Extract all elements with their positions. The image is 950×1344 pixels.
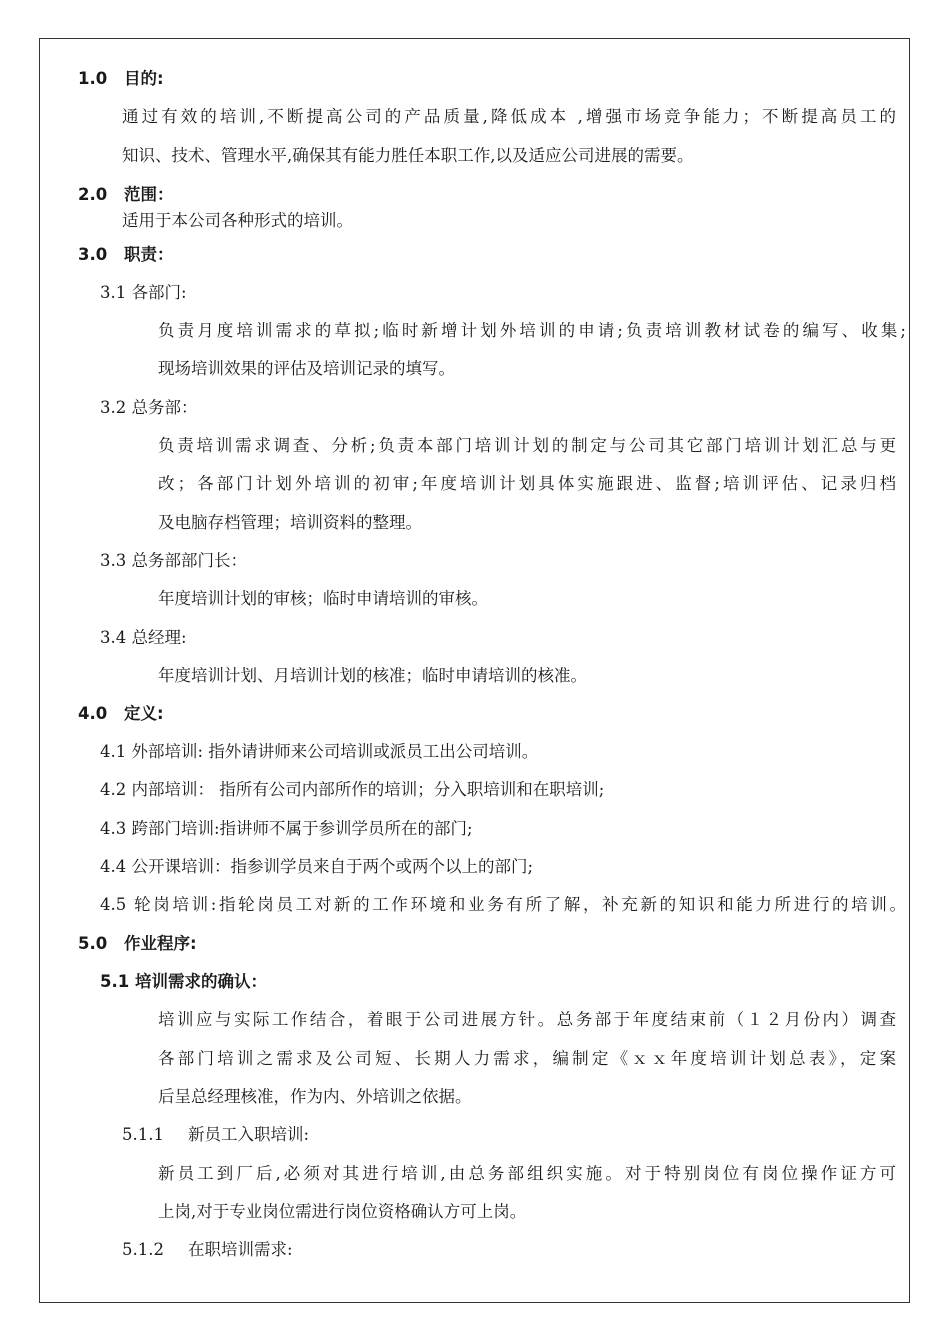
section-1-line-2: 知识、技术、管理水平,确保其有能力胜任本职工作,以及适应公司进展的需要。	[122, 146, 694, 165]
section-5-1-line-3: 后呈总经理核准，作为内、外培训之依据。	[158, 1087, 472, 1106]
section-3-heading	[78, 245, 174, 265]
section-5-1-line-2: 各部门培训之需求及公司短、长期人力需求，编制定《ｘｘ年度培训计划总表》，定案	[158, 1049, 896, 1068]
section-3-2-title: 3.2 总务部：	[100, 398, 198, 417]
section-3-1-line-2: 现场培训效果的评估及培训记录的填写。	[158, 359, 455, 378]
section-2-title: 范围：	[124, 185, 174, 204]
section-4-title: 定义:	[124, 704, 164, 723]
section-5-1-1-line-1: 新员工到厂后,必须对其进行培训,由总务部组织实施。对于特别岗位有岗位操作证方可	[158, 1164, 896, 1183]
section-3-2-line-2: 改；各部门计划外培训的初审;年度培训计划具体实施跟进、监督;培训评估、记录归档	[158, 474, 896, 493]
section-3-3-line-1: 年度培训计划的审核；临时申请培训的审核。	[158, 589, 488, 608]
section-4-item-3: 4.3 跨部门培训:指讲师不属于参训学员所在的部门;	[100, 819, 473, 838]
section-5-title: 作业程序:	[124, 934, 197, 953]
section-3-2-line-1: 负责培训需求调查、分析;负责本部门培训计划的制定与公司其它部门培训计划汇总与更	[158, 436, 896, 455]
section-4-item-1: 4.1 外部培训: 指外请讲师来公司培训或派员工出公司培训。	[100, 742, 539, 761]
section-3-3-title: 3.3 总务部部门长：	[100, 551, 247, 570]
section-5-1-2-title: 在职培训需求:	[188, 1240, 293, 1259]
section-5-1-title: 5.1 培训需求的确认：	[100, 972, 267, 991]
section-5-number: 5.0	[78, 934, 108, 953]
section-1-line-1: 通过有效的培训,不断提高公司的产品质量,降低成本 ,增强市场竞争能力；不断提高员工的	[122, 107, 896, 126]
section-4-item-5: 4.5 轮岗培训:指轮岗员工对新的工作环境和业务有所了解，补充新的知识和能力所进行的培训。	[100, 895, 906, 914]
section-5-1-2-heading	[122, 1240, 293, 1260]
section-5-1-line-1: 培训应与实际工作结合，着眼于公司进展方针。总务部于年度结束前（１２月份内）调查	[158, 1010, 896, 1029]
section-2-number: 2.0	[78, 185, 108, 204]
section-3-title: 职责：	[124, 245, 174, 264]
section-5-1-1-heading	[122, 1125, 309, 1145]
section-4-number: 4.0	[78, 704, 108, 723]
section-3-2-line-3: 及电脑存档管理；培训资料的整理。	[158, 513, 422, 532]
section-5-heading	[78, 934, 197, 954]
section-5-1-1-title: 新员工入职培训:	[188, 1125, 310, 1144]
section-5-1-2-number: 5.1.2	[122, 1240, 164, 1259]
section-3-1-line-1: 负责月度培训需求的草拟;临时新增计划外培训的申请;负责培训教材试卷的编写、收集;	[158, 321, 906, 340]
section-3-4-title: 3.4 总经理:	[100, 628, 187, 647]
section-1-title: 目的:	[124, 69, 164, 88]
section-4-item-2: 4.2 内部培训： 指所有公司内部所作的培训；分入职培训和在职培训;	[100, 780, 605, 799]
section-4-item-4: 4.4 公开课培训：指参训学员来自于两个或两个以上的部门;	[100, 857, 534, 876]
section-3-4-line-1: 年度培训计划、月培训计划的核准；临时申请培训的核准。	[158, 666, 587, 685]
section-3-1-title: 3.1 各部门:	[100, 283, 187, 302]
section-5-1-1-number: 5.1.1	[122, 1125, 164, 1144]
section-3-number: 3.0	[78, 245, 108, 264]
section-1-heading	[78, 69, 164, 89]
section-5-1-1-line-2: 上岗,对于专业岗位需进行岗位资格确认方可上岗。	[158, 1202, 527, 1221]
section-1-number: 1.0	[78, 69, 108, 88]
section-4-heading	[78, 704, 164, 724]
section-2-line-1: 适用于本公司各种形式的培训。	[122, 211, 353, 230]
section-2-heading	[78, 185, 174, 205]
